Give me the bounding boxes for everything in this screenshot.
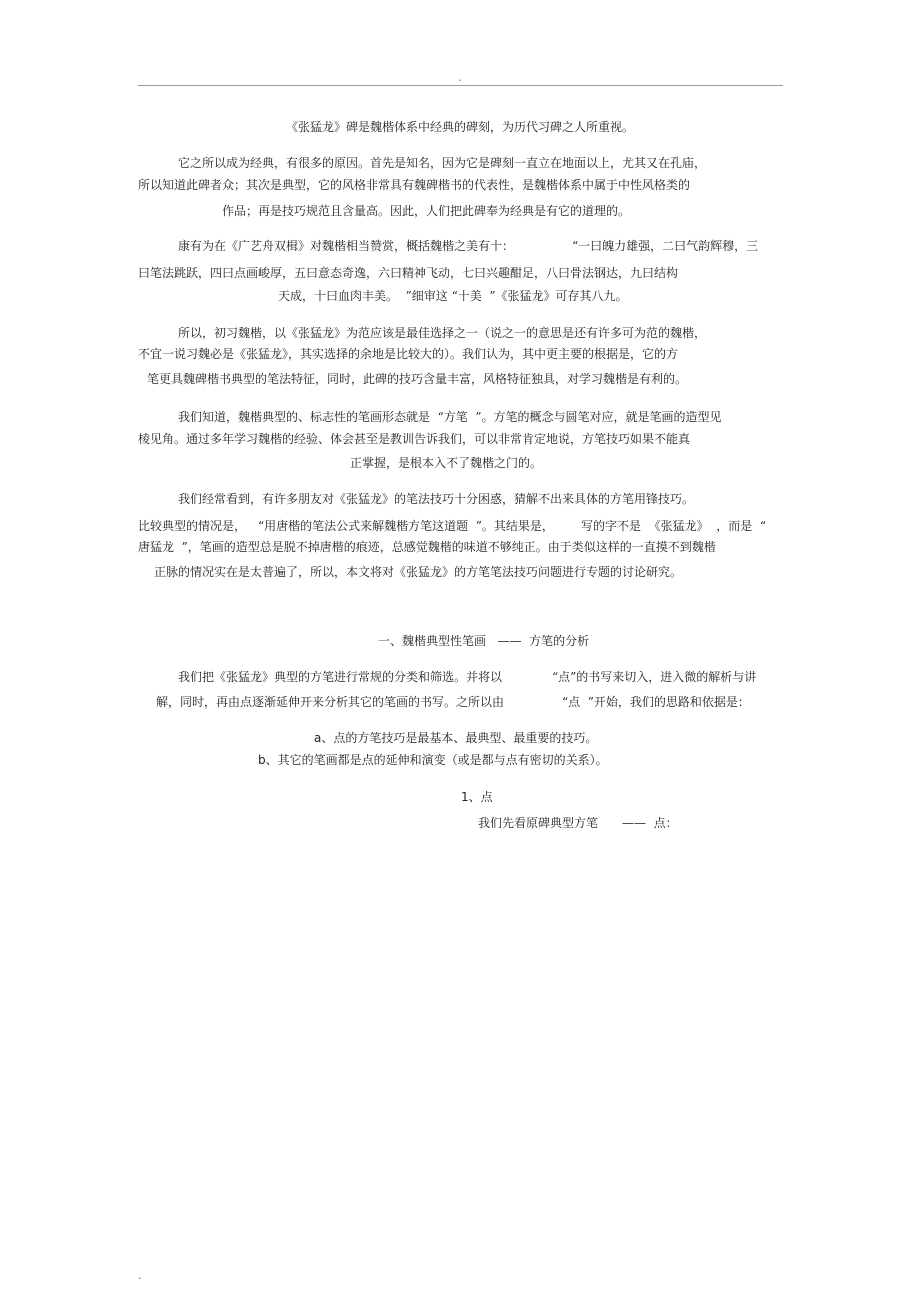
para-method-line-2b: “点 ”开始，我们的思路和依据是： bbox=[562, 695, 750, 709]
para-choice-line-3: 笔更具魏碑楷书典型的笔法特征，同时，此碑的技巧含量丰富，风格特征独具，对学习魏楷是有利的。 bbox=[147, 372, 688, 386]
para-fangbi-line-3: 正掌握，是根本入不了魏楷之门的。 bbox=[350, 456, 543, 470]
para-method-line-2a: 解，同时，再由点逐渐延伸开来分析其它的笔画的书写。之所以由 bbox=[156, 695, 505, 709]
header-rule bbox=[138, 85, 783, 86]
para-method-line-1a: 我们把《张猛龙》典型的方笔进行常规的分类和筛选。并将以 bbox=[178, 670, 503, 684]
para-puzzle-line-3: 唐猛龙 ”，笔画的造型总是脱不掉唐楷的痕迹，总感觉魏楷的味道不够纯正。由于类似这样的一直摸不到魏楷 bbox=[138, 540, 716, 554]
header-dot: . bbox=[458, 71, 462, 84]
para-kang-line-1b: “一曰魄力雄强，二曰气韵辉穆，三 bbox=[572, 239, 759, 253]
para-puzzle-line-1: 我们经常看到，有许多朋友对《张猛龙》的笔法技巧十分困惑，猜解不出来具体的方笔用锋技巧。 bbox=[178, 492, 695, 506]
closing-line-a: 我们先看原碑典型方笔 bbox=[478, 816, 599, 830]
para-classic-line-1: 它之所以成为经典，有很多的原因。首先是知名，因为它是碑刻一直立在地面以上，尤其又在孔庙， bbox=[178, 156, 707, 170]
para-classic-line-2: 所以知道此碑者众；其次是典型，它的风格非常具有魏碑楷书的代表性，是魏楷体系中属于中性风格类的 bbox=[138, 178, 691, 192]
para-puzzle-line-2b: “用唐楷的笔法公式来解魏楷方笔这道题 ”。其结果是， bbox=[258, 519, 554, 533]
para-kang-line-1a: 康有为在《广艺舟双楫》对魏楷相当赞赏，概括魏楷之美有十： bbox=[178, 239, 515, 253]
para-classic-line-3: 作品；再是技巧规范且含量高。因此，人们把此碑奉为经典是有它的道理的。 bbox=[222, 204, 631, 218]
para-fangbi-line-1: 我们知道，魏楷典型的、标志性的笔画形态就是 “方笔 ”。方笔的概念与圆笔对应，就是笔画的造型见 bbox=[178, 410, 722, 424]
subsection-heading: 1、点 bbox=[461, 790, 493, 804]
intro-line: 《张猛龙》碑是魏楷体系中经典的碑刻，为历代习碑之人所重视。 bbox=[285, 120, 634, 134]
list-item-a: a、点的方笔技巧是最基本、最典型、最重要的技巧。 bbox=[314, 731, 598, 745]
footer-dot: . bbox=[138, 1269, 142, 1282]
para-method-line-1b: “点”的书写来切入，进入微的解析与讲 bbox=[552, 670, 757, 684]
para-puzzle-line-2a: 比较典型的情况是， bbox=[138, 519, 247, 533]
para-kang-line-3: 天成，十曰血肉丰美。 ”细审这 “十美 ”《张猛龙》可存其八九。 bbox=[278, 289, 628, 303]
para-fangbi-line-2: 棱见角。通过多年学习魏楷的经验、体会甚至是教训告诉我们，可以非常肯定地说，方笔技巧如果不能真 bbox=[138, 432, 691, 446]
para-choice-line-2: 不宜一说习魏必是《张猛龙》，其实选择的余地是比较大的）。我们认为，其中更主要的根据是，它的方 bbox=[138, 347, 679, 361]
para-puzzle-line-4: 正脉的情况实在是太普遍了，所以，本文将对《张猛龙》的方笔笔法技巧问题进行专题的讨论研究。 bbox=[154, 565, 683, 579]
section-heading: 一、魏楷典型性笔画 —— 方笔的分析 bbox=[378, 634, 590, 648]
para-choice-line-1: 所以，初习魏楷，以《张猛龙》为范应该是最佳选择之一（说之一的意思是还有许多可为范的魏楷， bbox=[178, 326, 707, 340]
para-puzzle-line-2c: 写的字不是 《张猛龙》 ，而是 “ bbox=[581, 519, 767, 533]
para-kang-line-2: 曰笔法跳跃，四曰点画峻厚，五曰意态奇逸，六曰精神飞动，七曰兴趣酣足，八曰骨法钢达，九曰结构 bbox=[138, 266, 679, 280]
list-item-b: b、其它的笔画都是点的延伸和演变（或是都与点有密切的关系）。 bbox=[258, 753, 608, 767]
closing-line-b: —— 点： bbox=[622, 816, 678, 830]
